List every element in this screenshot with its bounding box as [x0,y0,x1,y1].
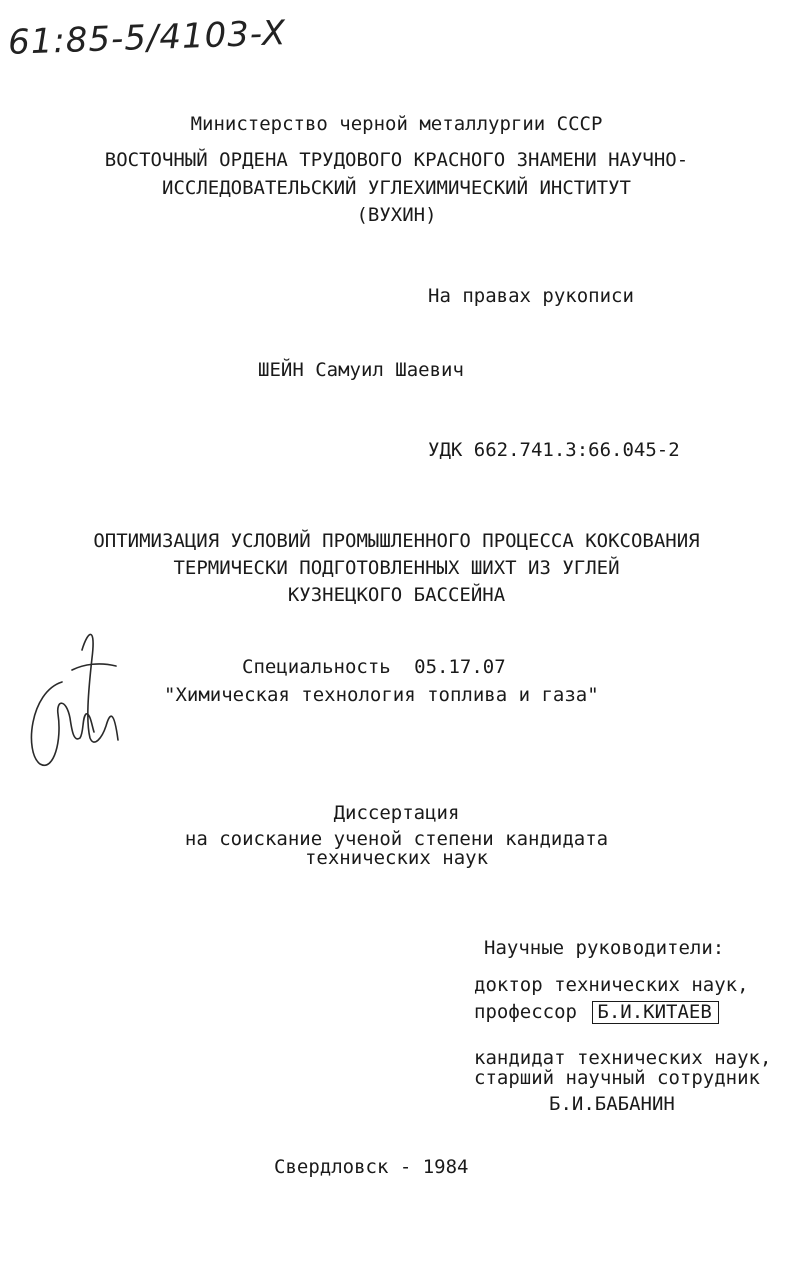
dissertation-title-line3: КУЗНЕЦКОГО БАССЕЙНА [287,584,506,606]
manuscript-rights-note: На правах рукописи [428,285,634,307]
institute-name-line2: ИССЛЕДОВАТЕЛЬСКИЙ УГЛЕХИМИЧЕСКИЙ ИНСТИТУТ [162,177,631,199]
specialty-code: 05.17.07 [414,656,506,678]
specialty-label: Специальность [242,656,391,678]
archive-code-handwritten: 61:85-5/4103-X [7,13,287,63]
supervisor1-name-box: Б.И.КИТАЕВ [592,1001,718,1024]
supervisors-heading: Научные руководители: [484,937,725,959]
dissertation-title-line2: ТЕРМИЧЕСКИ ПОДГОТОВЛЕННЫХ ШИХТ ИЗ УГЛЕЙ [173,557,620,579]
supervisor1-degree: доктор технических наук, [474,974,749,996]
supervisor1-title: профессор [474,1001,577,1023]
supervisor2-degree: кандидат технических наук, [474,1047,772,1069]
signature-image [22,622,122,772]
supervisor2-title: старший научный сотрудник [474,1067,760,1089]
institute-abbreviation: (ВУХИН) [356,204,437,226]
udk-code: УДК 662.741.3:66.045-2 [428,439,680,461]
specialty-line [242,655,506,679]
institute-name-line1: ВОСТОЧНЫЙ ОРДЕНА ТРУДОВОГО КРАСНОГО ЗНАМЕНИ НАУЧНО- [104,149,689,171]
ministry-name: Министерство черной металлургии СССР [190,113,603,135]
degree-line: на соискание ученой степени кандидата [184,828,609,850]
dissertation-label: Диссертация [333,802,460,824]
degree-field: технических наук [304,847,489,869]
supervisor1-title-name [474,1000,719,1024]
author-name: ШЕЙН Самуил Шаевич [258,359,464,381]
specialty-name: "Химическая технология топлива и газа" [164,684,599,706]
supervisor2-name: Б.И.БАБАНИН [549,1093,675,1115]
place-year: Свердловск - 1984 [274,1156,469,1178]
dissertation-title-line1: ОПТИМИЗАЦИЯ УСЛОВИЙ ПРОМЫШЛЕННОГО ПРОЦЕССА КОКСОВАНИЯ [93,530,700,552]
